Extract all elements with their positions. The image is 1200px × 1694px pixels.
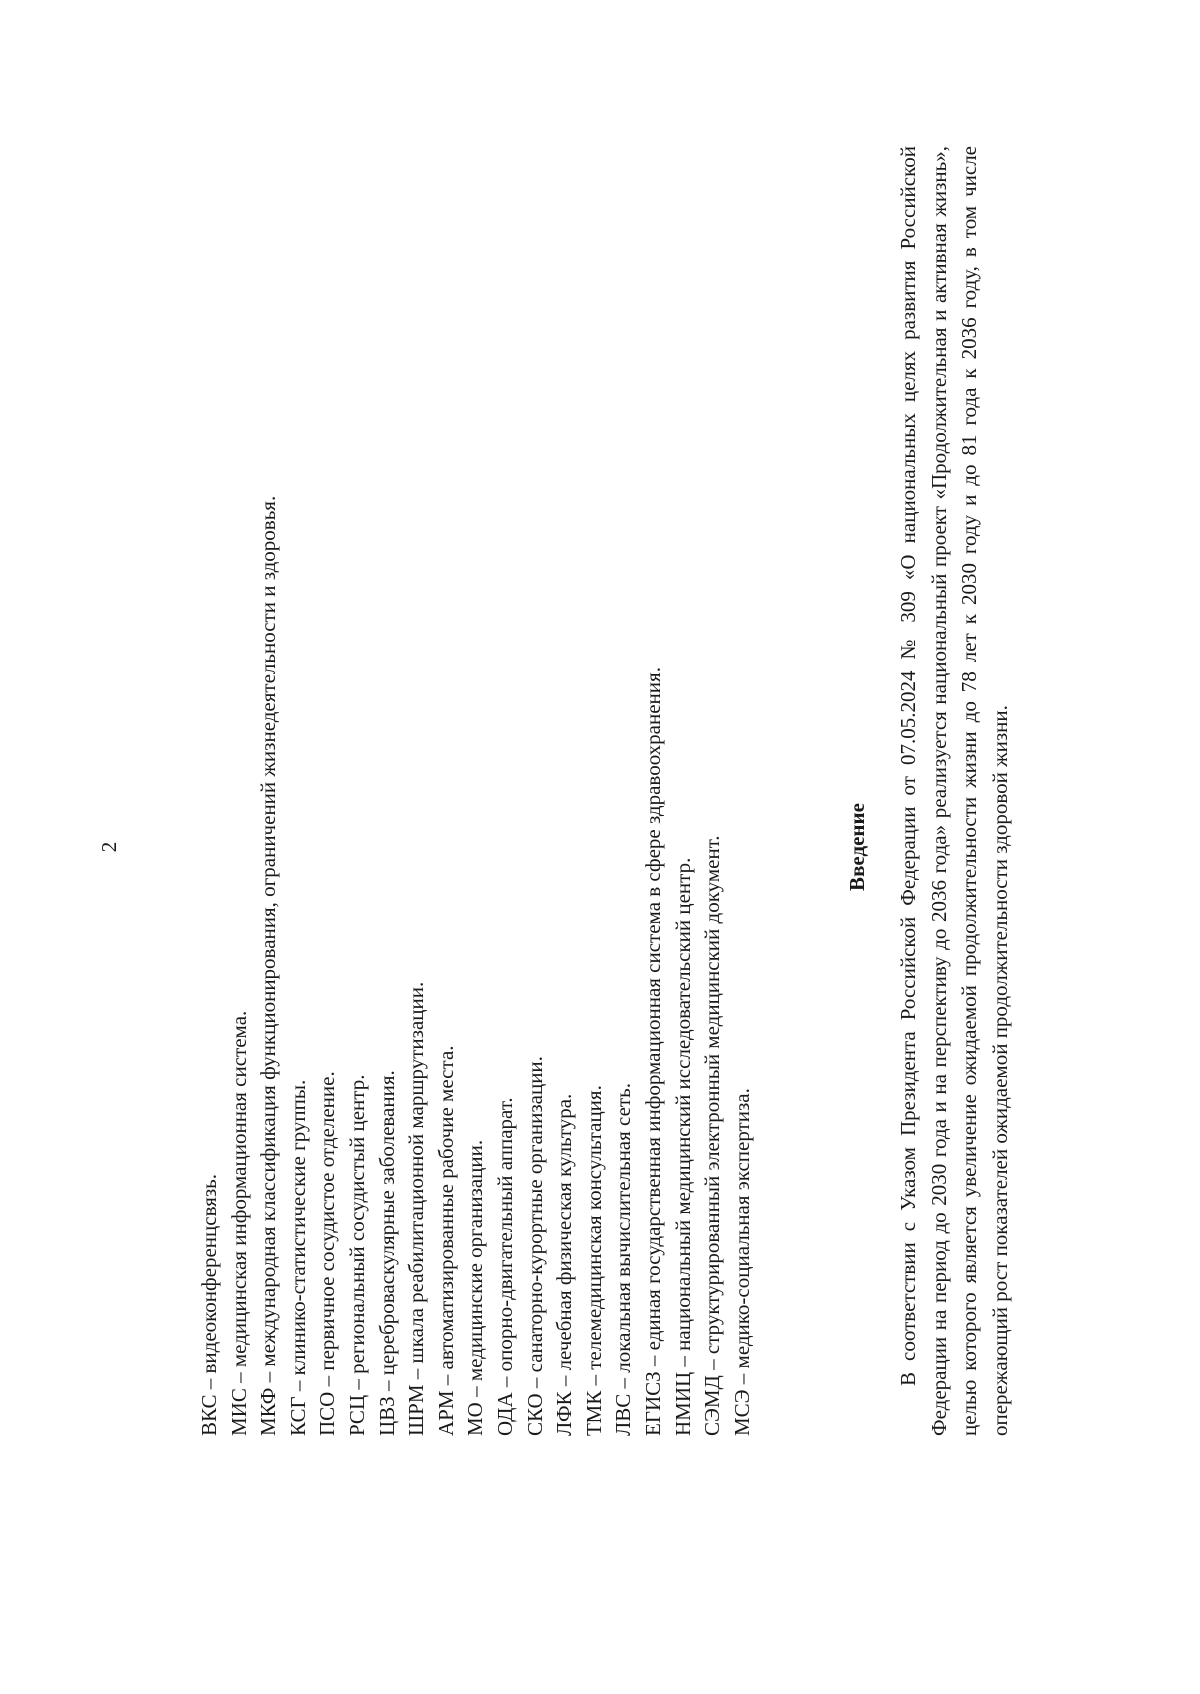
abbreviation-item: ЛВС – локальная вычислительная сеть.	[611, 1083, 636, 1436]
abbreviation-item: МКФ – международная классификация функционирования, ограничений жизнедеятельности и здоровья.	[256, 495, 281, 1436]
abbreviation-item: ЕГИСЗ – единая государственная информационная система в сфере здравоохранения.	[640, 667, 665, 1436]
abbreviation-item: МИС – медицинская информационная система.	[226, 1010, 251, 1436]
abbreviation-item: КСГ – клинико-статистические группы.	[285, 1079, 310, 1436]
abbreviation-item: МО – медицинские организации.	[463, 1139, 488, 1436]
abbreviation-item: ТМК – телемедицинская консультация.	[581, 1085, 606, 1436]
introduction-paragraph: В соответствии с Указом Президента Российской Федерации от 07.05.2024 № 309 «О национальных целях развития Российской Федерации на период до 2030 года и на перспективу до 2036 года» реализуется национальный проект «Продолжительная и активная жизнь», целью которого является увеличение ожидаемой продолжительности жизни до 78 лет к 2030 году и до 81 года к 2036 году, в том числе опережающий рост показателей ожидаемой продолжительности здоровой жизни.	[896, 146, 1012, 1436]
page-number: 2	[97, 841, 121, 853]
abbreviation-item: РСЦ – региональный сосудистый центр.	[344, 1074, 369, 1436]
abbreviation-item: ПСО – первичное сосудистое отделение.	[315, 1071, 340, 1436]
abbreviation-list	[195, 496, 757, 1436]
abbreviation-item: ОДА – опорно-двигательный аппарат.	[492, 1097, 517, 1436]
abbreviation-item: ЛФК – лечебная физическая культура.	[552, 1093, 577, 1436]
abbreviation-item: МСЭ – медико-социальная экспертиза.	[729, 1088, 754, 1436]
abbreviation-item: СЭМД – структурированный электронный медицинский документ.	[700, 835, 725, 1436]
section-title-introduction: Введение	[845, 803, 869, 891]
abbreviation-item: НМИЦ – национальный медицинский исследовательский центр.	[670, 857, 695, 1436]
abbreviation-item: СКО – санаторно-курортные организации.	[522, 1056, 547, 1436]
abbreviation-item: АРМ – автоматизированные рабочие места.	[433, 1045, 458, 1436]
abbreviation-item: ЦВЗ – цереброваскулярные заболевания.	[374, 1070, 399, 1436]
abbreviation-item: ВКС – видеоконференцсвязь.	[197, 1174, 221, 1436]
abbreviation-item: ШРМ – шкала реабилитационной маршрутизации.	[404, 981, 429, 1436]
